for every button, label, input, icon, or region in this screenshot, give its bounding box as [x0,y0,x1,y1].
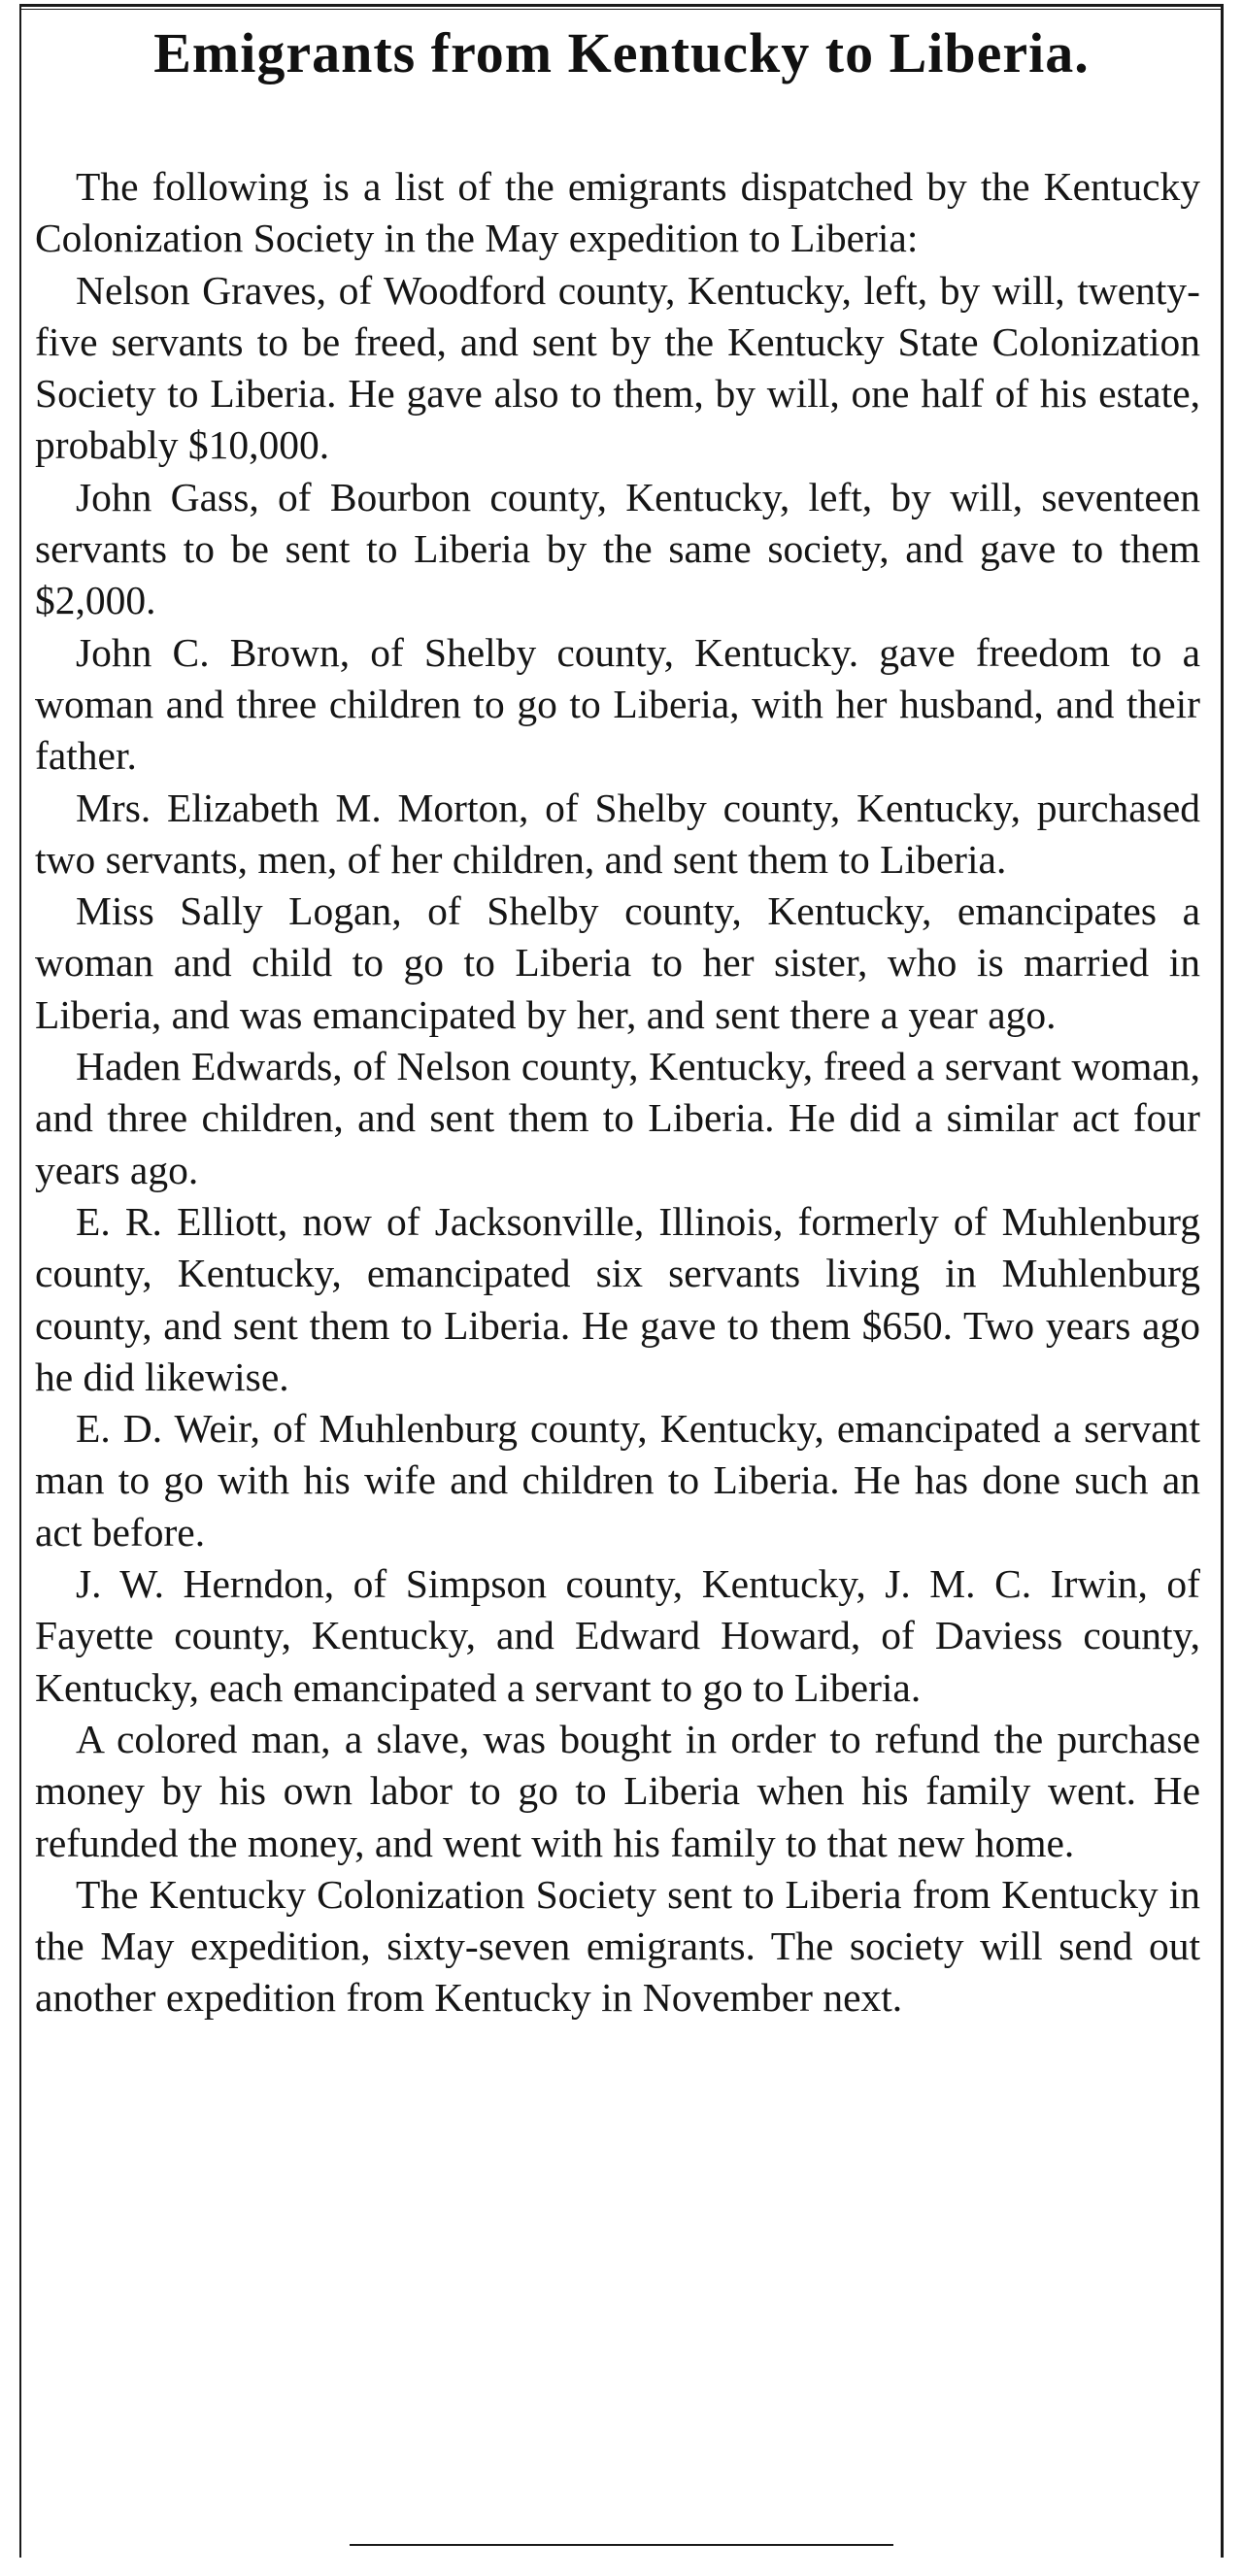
paragraph-herndon-irwin-howard: J. W. Herndon, of Simpson county, Kentucky, J. M. C. Irwin, of Fayette county, Kentucky, and Edward Howard, of Daviess county, Kentucky, each emancipated a servant to go to Liberia. [35,1561,1200,1710]
paragraph-e-d-weir: E. D. Weir, of Muhlenburg county, Kentucky, emancipated a servant man to go with his wife and children to Liberia. He has done such an act before. [35,1406,1200,1555]
paragraph-john-c-brown: John C. Brown, of Shelby county, Kentucky. gave freedom to a woman and three children to go to Liberia, with her husband, and their father. [35,629,1200,779]
top-border-rule-thin [19,9,1224,10]
paragraph-nelson-graves: Nelson Graves, of Woodford county, Kentucky, left, by will, twenty-five servants to be freed, and sent by the Kentucky State Colonization Society to Liberia. He gave also to them, by will, one half of his estate, probably $10,000. [35,267,1200,468]
paragraph-sally-logan: Miss Sally Logan, of Shelby county, Kentucky, emancipates a woman and child to go to Liberia to her sister, who is married in Liberia, and was emancipated by her, and sent there a year ago. [35,888,1200,1037]
article-body [35,161,1200,2024]
paragraph-society-summary: The Kentucky Colonization Society sent to Liberia from Kentucky in the May expedition, sixty-seven emigrants. The society will send out another expedition from Kentucky in November next. [35,1871,1200,2021]
paragraph-e-r-elliott: E. R. Elliott, now of Jacksonville, Illinois, formerly of Muhlenburg county, Kentucky, emancipated six servants living in Muhlenburg county, and sent them to Liberia. He gave to them $650. Two years ago he did likewise. [35,1198,1200,1399]
paragraph-john-gass: John Gass, of Bourbon county, Kentucky, left, by will, seventeen servants to be sent to Liberia by the same society, and gave to them $2,000. [35,474,1200,623]
article-headline: Emigrants from Kentucky to Liberia. [153,21,1090,84]
paragraph-elizabeth-morton: Mrs. Elizabeth M. Morton, of Shelby county, Kentucky, purchased two servants, men, of her children, and sent them to Liberia. [35,785,1200,882]
top-border-rule [19,4,1224,7]
paragraph-haden-edwards: Haden Edwards, of Nelson county, Kentucky, freed a servant woman, and three children, and sent them to Liberia. He did a similar act four years ago. [35,1044,1200,1192]
paragraph-colored-man: A colored man, a slave, was bought in order to refund the purchase money by his own labor to go to Liberia when his family went. He refunded the money, and went with his family to that new home. [35,1716,1200,1865]
left-column-rule [19,4,21,2558]
right-column-rule [1221,4,1224,2558]
closing-rule [350,2544,893,2546]
paragraph-intro: The following is a list of the emigrants dispatched by the Kentucky Colonization Society in the May expedition to Liberia: [35,164,1200,261]
